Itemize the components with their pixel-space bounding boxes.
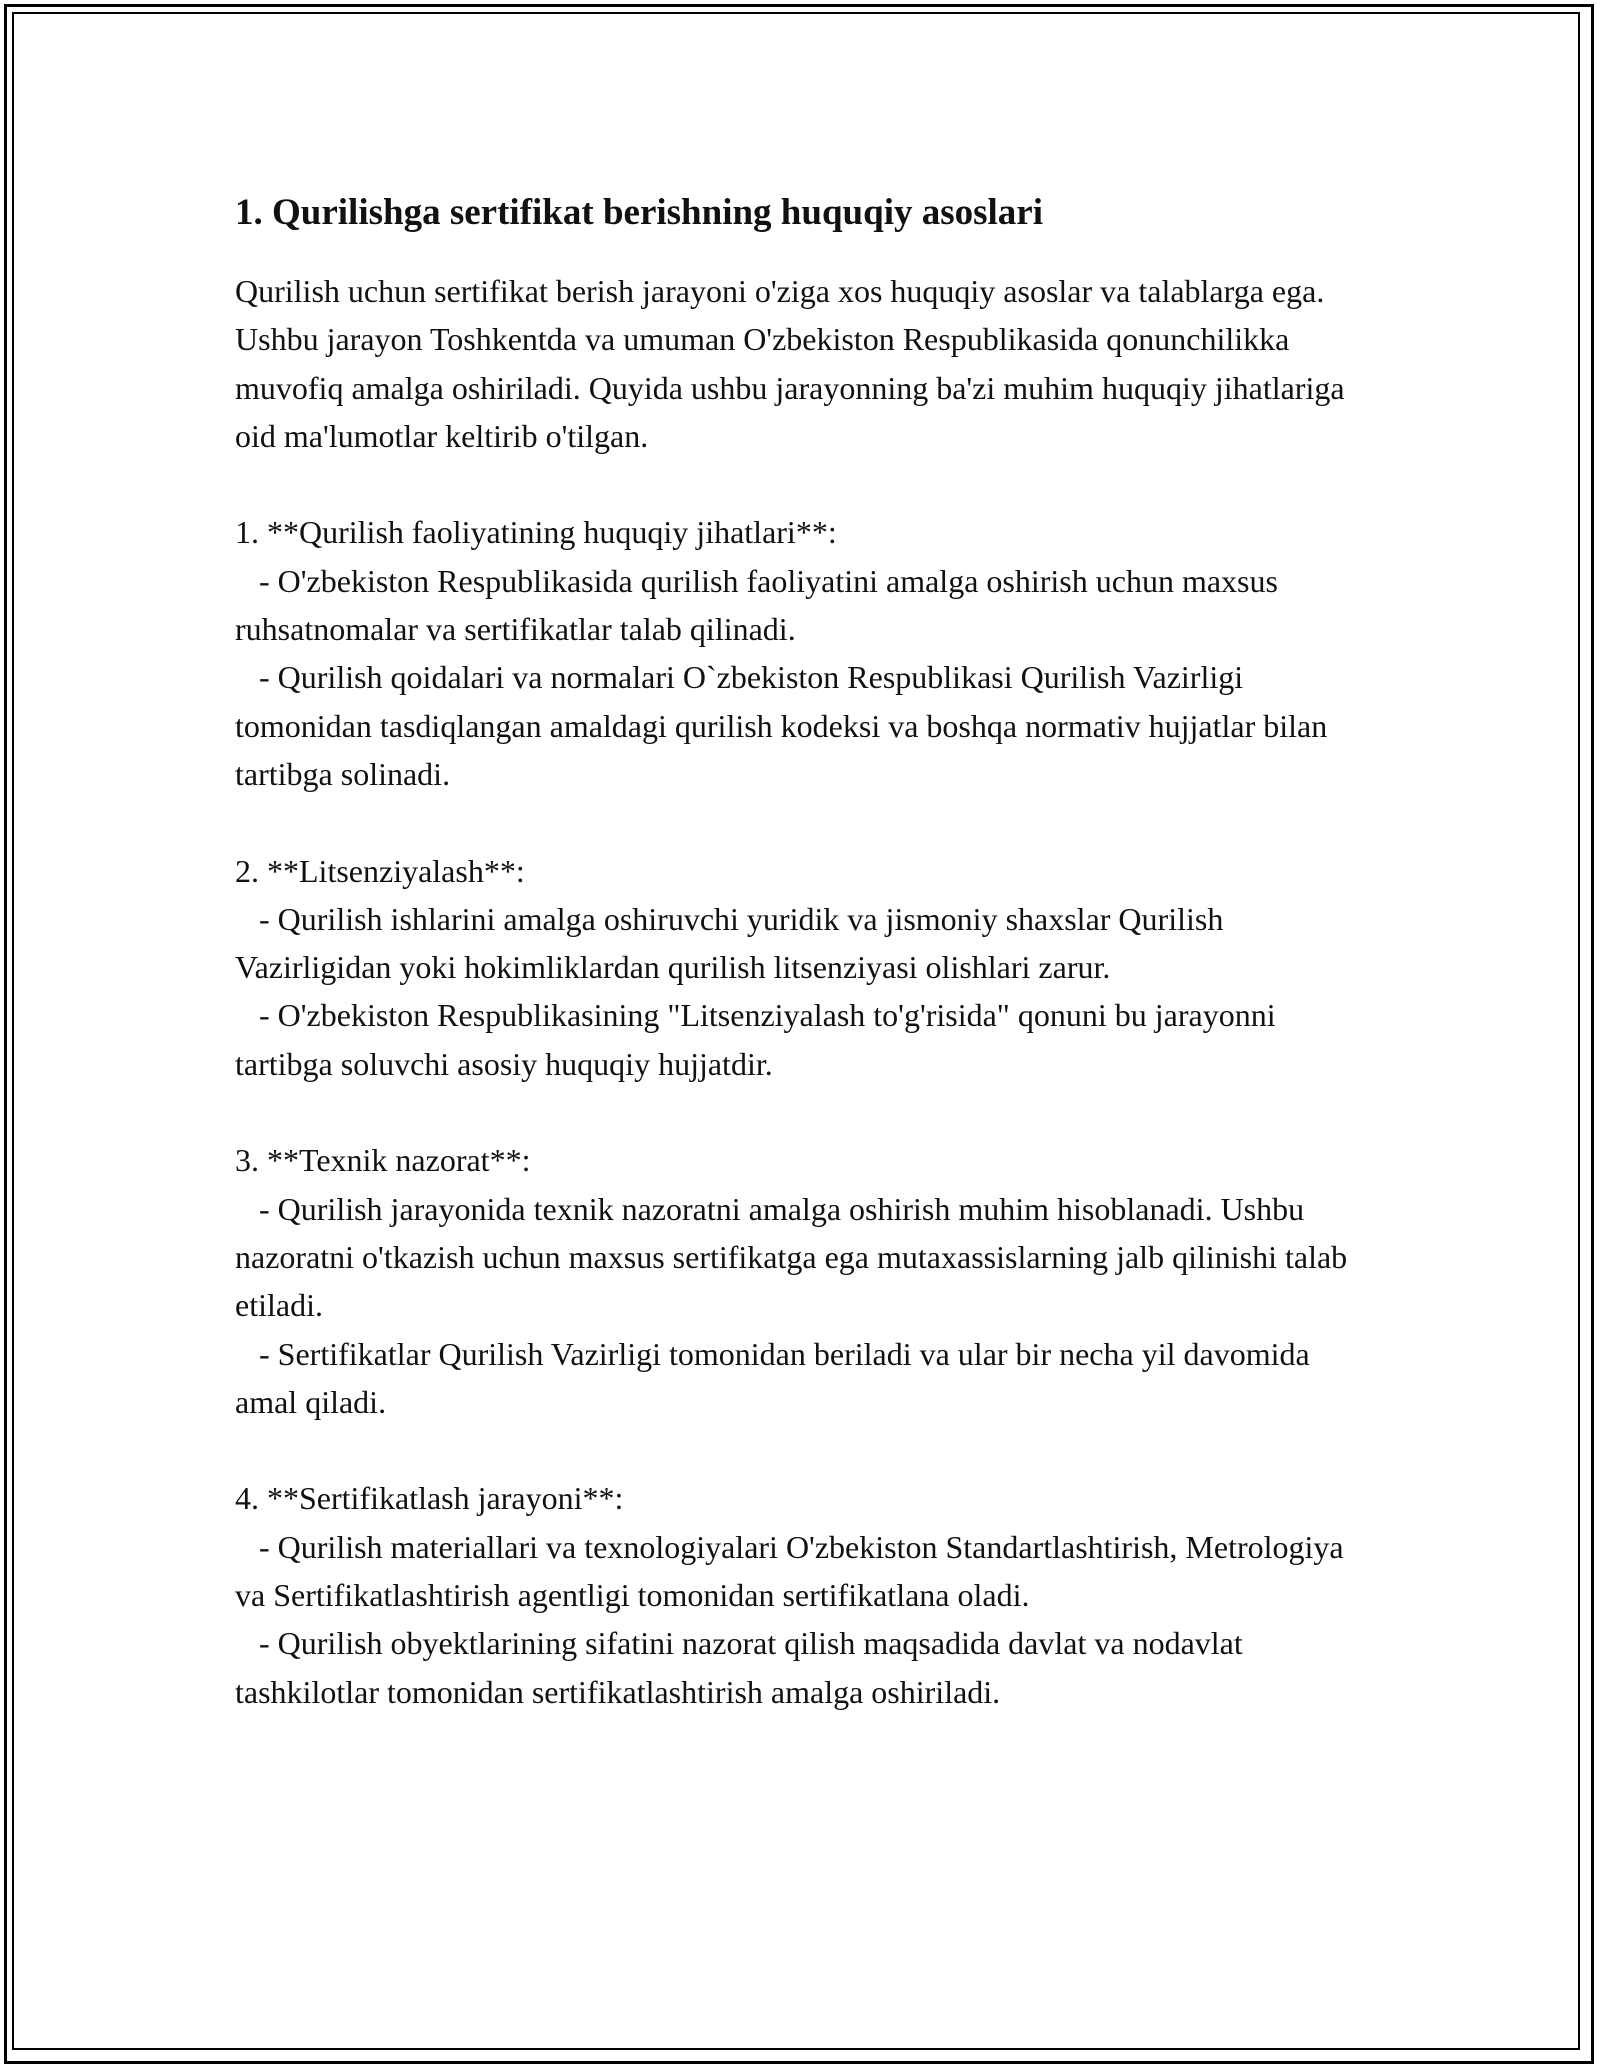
section-heading: 3. **Texnik nazorat**: (235, 1142, 531, 1179)
paragraph-gap (235, 460, 1375, 508)
section-3 (235, 1136, 1375, 1426)
section-item: - O'zbekiston Respublikasida qurilish faoliyatini amalga oshirish uchun maxsus ruhsatnomalar va sertifikatlar talab qilinadi. (235, 562, 1286, 648)
section-1 (235, 508, 1375, 798)
section-2 (235, 847, 1375, 1088)
intro-paragraph: Qurilish uchun sertifikat berish jarayoni o'ziga xos huquqiy asoslar va talablarga ega. Ushbu jarayon Toshkentda va umuman O'zbekiston Respublikasida qonunchilikka muvofiq amalga oshiriladi. Quyida ushbu jarayonning ba'zi muhim huquqiy jihatlariga oid ma'lumotlar keltirib o'tilgan. (235, 273, 1353, 454)
section-heading: 1. **Qurilish faoliyatining huquqiy jihatlari**: (235, 514, 837, 551)
paragraph-gap (235, 798, 1375, 846)
section-item: - Sertifikatlar Qurilish Vazirligi tomonidan beriladi va ular bir necha yil davomida amal qiladi. (235, 1335, 1318, 1420)
paragraph-gap (235, 1088, 1375, 1136)
section-item: - Qurilish qoidalari va normalari O`zbekiston Respublikasi Qurilish Vazirligi tomonidan tasdiqlangan amaldagi qurilish kodeksi va boshqa normativ hujjatlar bilan tartibga solinadi. (235, 659, 1336, 792)
section-item: - Qurilish jarayonida texnik nazoratni amalga oshirish muhim hisoblanadi. Ushbu nazoratni o'tkazish uchun maxsus sertifikatga ega mutaxassislarning jalb qilinishi talab etiladi. (235, 1190, 1356, 1324)
document-body (235, 187, 1375, 1716)
section-item: - Qurilish materiallari va texnologiyalari O'zbekiston Standartlashtirish, Metrologiya va Sertifikatlashtirish agentligi tomonidan sertifikatlana oladi. (235, 1528, 1352, 1614)
document-title: 1. Qurilishga sertifikat berishning huquqiy asoslari (235, 192, 1044, 233)
section-4 (235, 1474, 1375, 1715)
section-item: - O'zbekiston Respublikasining "Litsenziyalash to'g'risida" qonuni bu jarayonni tartibga soluvchi asosiy huquqiy hujjatdir. (235, 997, 1284, 1082)
section-heading: 2. **Litsenziyalash**: (235, 852, 525, 889)
section-heading: 4. **Sertifikatlash jarayoni**: (235, 1480, 624, 1517)
section-item: - Qurilish ishlarini amalga oshiruvchi yuridik va jismoniy shaxslar Qurilish Vazirligidan yoki hokimliklardan qurilish litsenziyasi olishlari zarur. (235, 900, 1231, 986)
paragraph-gap (235, 1426, 1375, 1474)
section-item: - Qurilish obyektlarining sifatini nazorat qilish maqsadida davlat va nodavlat tashkilotlar tomonidan sertifikatlashtirish amalga oshiriladi. (235, 1625, 1251, 1710)
